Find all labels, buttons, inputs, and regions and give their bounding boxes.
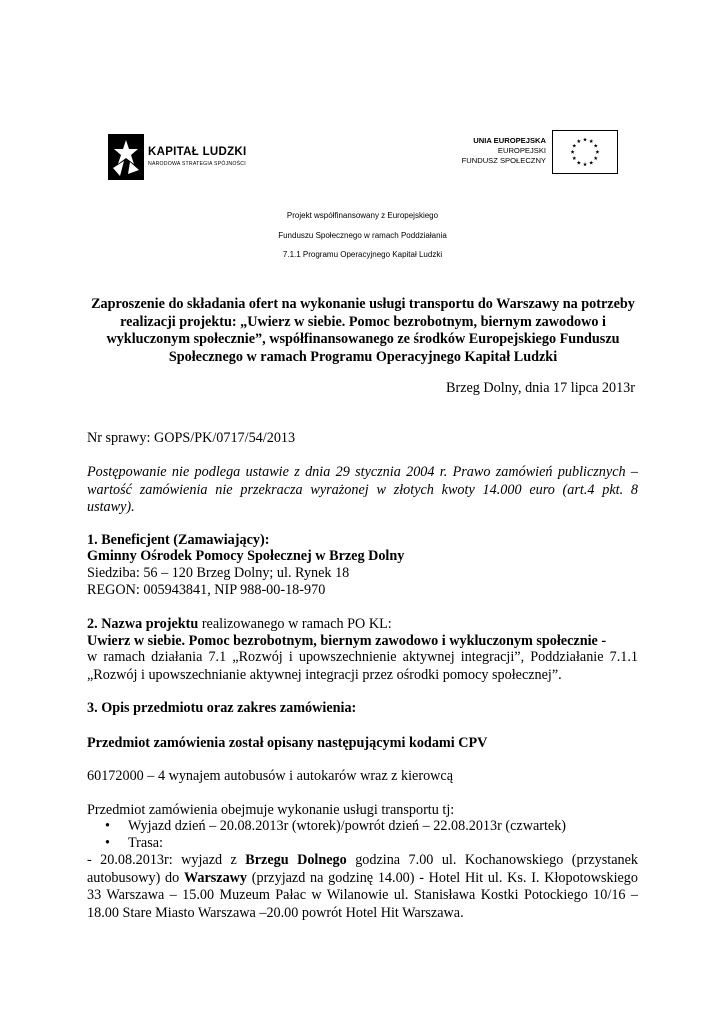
- kapital-ludzki-icon: [108, 134, 144, 180]
- cpv-heading: Przedmiot zamówienia został opisany następującymi kodami CPV: [87, 735, 488, 751]
- beneficiary-ids: REGON: 005943841, NIP 988-00-18-970: [87, 582, 326, 598]
- eu-logo: [440, 130, 620, 176]
- eu-star-icon: [577, 161, 581, 165]
- beneficiary-name: Gminny Ośrodek Pomocy Społecznej w Brzeg Dolny: [87, 548, 405, 564]
- bullet-item-dates: Wyjazd dzień – 20.08.2013r (wtorek)/powrót dzień – 22.08.2013r (czwartek): [128, 818, 567, 834]
- route-part1: - 20.08.2013r: wyjazd z: [87, 852, 246, 868]
- section1-heading: 1. Beneficjent (Zamawiający):: [87, 532, 270, 548]
- eu-star-icon: [577, 139, 581, 143]
- eu-logo-line1: UNIA EUROPEJSKA: [473, 136, 546, 145]
- place-date: Brzeg Dolny, dnia 17 lipca 2013r: [446, 380, 635, 396]
- eu-star-icon: [589, 139, 593, 143]
- eu-star-icon: [571, 150, 575, 154]
- bullet-icon: •: [105, 818, 110, 834]
- eu-logo-text: [462, 136, 546, 166]
- project-note-line1: Projekt współfinansowany z Europejskiego: [286, 211, 439, 220]
- eu-star-icon: [594, 156, 598, 160]
- cpv-code: 60172000 – 4 wynajem autobusów i autokarów wraz z kierowcą: [87, 768, 454, 784]
- route-part3: (przyjazd na godzinę 14.00) - Hotel Hit ul. Ks. I. Kłopotowskiego 33 Warszawa – 15.00 Muzeum Pałac w Wilanowie ul. Stanisława Kostki Potockiego 10/16 – 18.00 Stare Miasto Warszawa –20.00 powrót Hotel Hit Warszawa.: [87, 869, 638, 921]
- route-origin: Brzegu Dolnego: [245, 852, 347, 868]
- bullet-item-route: Trasa:: [128, 835, 163, 851]
- case-number: Nr sprawy: GOPS/PK/0717/54/2013: [87, 430, 296, 446]
- eu-flag-icon: [552, 130, 618, 174]
- route-part2: godzina 7.00 ul. Kochanowskiego (przystanek autobusowy) do: [87, 852, 638, 886]
- eu-logo-line3: FUNDUSZ SPOŁECZNY: [461, 156, 546, 165]
- section3-heading: 3. Opis przedmiotu oraz zakres zamówienia:: [87, 700, 357, 716]
- project-description: w ramach działania 7.1 „Rozwój i upowszechnienie aktywnej integracji”, Poddziałanie 7.1.1 „Rozwój i upowszechnianie aktywnej integracji przez ośrodki pomocy społecznej”.: [87, 649, 638, 683]
- route-description: [87, 852, 638, 922]
- project-note-line2: Funduszu Społecznego w ramach Poddziałania: [278, 231, 447, 240]
- kl-logo-subtitle: NARODOWA STRATEGIA SPÓJNOŚCI: [148, 161, 246, 167]
- beneficiary-address: Siedziba: 56 – 120 Brzeg Dolny; ul. Rynek 18: [87, 565, 350, 581]
- bullet-icon: •: [105, 835, 110, 851]
- route-destination: Warszawy: [183, 869, 248, 886]
- section2-heading-rest: realizowanego w ramach PO KL:: [198, 616, 392, 632]
- section2-heading: [87, 616, 392, 633]
- eu-star-icon: [595, 150, 599, 154]
- eu-logo-line2: EUROPEJSKI: [497, 146, 546, 155]
- eu-star-icon: [589, 161, 593, 165]
- eu-star-icon: [594, 144, 598, 148]
- eu-star-icon: [583, 162, 587, 166]
- project-name: Uwierz w siebie. Pomoc bezrobotnym, biernym zawodowo i wykluczonym społecznie -: [87, 633, 607, 649]
- eu-star-icon: [583, 137, 587, 141]
- section2-heading-bold: 2. Nazwa projektu: [87, 616, 199, 632]
- project-note-line3: 7.1.1 Programu Operacyjnego Kapitał Ludzki: [282, 250, 443, 259]
- kl-logo-title: KAPITAŁ LUDZKI: [148, 146, 247, 158]
- eu-star-icon: [572, 144, 576, 148]
- legal-note: Postępowanie nie podlega ustawie z dnia 29 stycznia 2004 r. Prawo zamówień publicznych – wartość zamówienia nie przekracza wyrażonej w złotych kwoty 14.000 euro (art.4 pkt. 8 ustawy).: [87, 464, 638, 515]
- eu-star-icon: [572, 156, 576, 160]
- scope-intro: Przedmiot zamówienia obejmuje wykonanie usługi transportu tj:: [87, 802, 455, 818]
- kapital-ludzki-logo: [108, 134, 268, 182]
- document-title: Zaproszenie do składania ofert na wykonanie usługi transportu do Warszawy na potrzeby realizacji projektu: „Uwierz w siebie. Pomoc bezrobotnym, biernym zawodowo i wykluczonym społecznie”, współfinansowanego ze środków Europejskiego Funduszu Społecznego w ramach Programu Operacyjnego Kapitał Ludzki: [91, 296, 635, 365]
